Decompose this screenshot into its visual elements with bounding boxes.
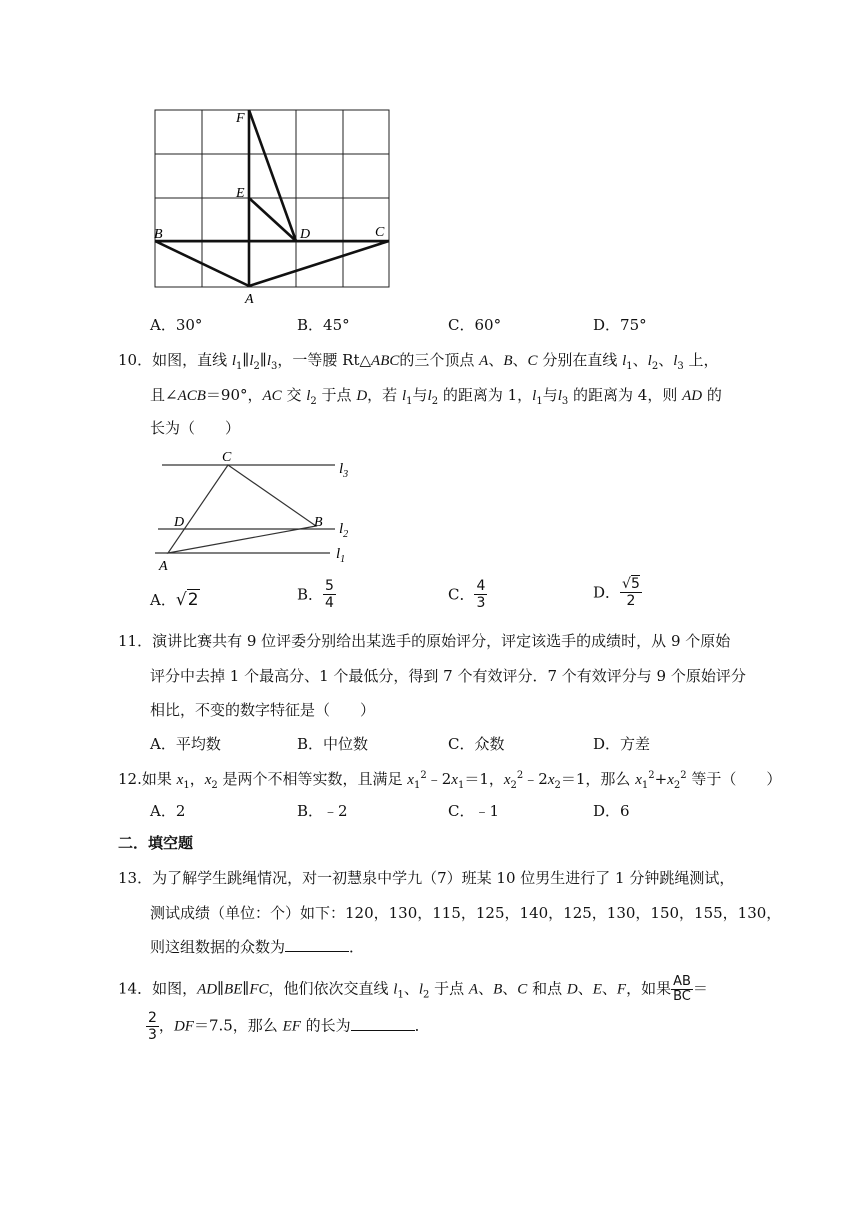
fig10-label-d: D — [174, 515, 185, 530]
fig10-label-l1: $l_1$ — [336, 546, 346, 565]
label-a: A — [245, 292, 254, 307]
q12-option-a: A．2 — [150, 802, 186, 820]
q10-line-2: 且∠ACB＝90°，AC 交 $l_2$ 于点 D，若 $l_1$与$l_2$ 的距离为 1，$l_1$与$l_3$ 的距离为 4，则 AD 的 — [150, 386, 722, 407]
q9-option-b: B．45° — [297, 316, 350, 334]
q9-option-a: A．30° — [150, 316, 203, 334]
q12-line-1: 12.如果 $x_1$，$x_2$ 是两个不相等实数，且满足 $x_1^2﹣2x_1=1$，$x_2^2﹣2x_2=1$，那么 $x_1^2+x_2^2$ 等于（ ） — [118, 770, 782, 791]
q10-option-b: B． $\frac{5}{4}$ — [297, 578, 334, 611]
q13-line-3: 则这组数据的众数为 ． — [150, 938, 365, 956]
q13-line-2: 测试成绩（单位：个）如下：120，130，115，125，140，125，130，150，155，130， — [150, 904, 782, 922]
fig10-label-l3: $l_3$ — [339, 461, 349, 480]
q11-option-b: B．中位数 — [297, 735, 369, 753]
q9-grid-figure — [150, 104, 395, 309]
q10-parallel-lines-figure — [150, 446, 365, 574]
q13-line-1: 13．为了解学生跳绳情况，对一初慧泉中学九（7）班某 10 位男生进行了 1 分钟跳绳测试， — [118, 869, 735, 887]
fig10-label-b: B — [314, 515, 323, 530]
q12-option-c: C．﹣1 — [448, 802, 500, 820]
q11-line-2: 评分中去掉 1 个最高分、1 个最低分，得到 7 个有效评分．7 个有效评分与 9 个原始评分 — [150, 667, 746, 685]
triangle-abc — [168, 465, 316, 553]
grid-lines — [155, 110, 389, 287]
label-d: D — [300, 227, 311, 242]
fig10-label-l2: $l_2$ — [339, 521, 349, 540]
label-b: B — [154, 227, 163, 242]
q11-line-1: 11．演讲比赛共有 9 位评委分别给出某选手的原始评分，评定该选手的成绩时，从 9 个原始 — [118, 632, 731, 650]
q13-answer-blank[interactable] — [285, 937, 349, 952]
section-heading-fill-in: 二．填空题 — [118, 834, 194, 852]
label-f: F — [236, 111, 245, 126]
q12-option-d: D．6 — [593, 802, 630, 820]
q9-option-c: C．60° — [448, 316, 502, 334]
label-c: C — [375, 225, 385, 240]
q10-line-3: 长为（ ） — [150, 419, 241, 437]
q9-option-d: D．75° — [593, 316, 647, 334]
q10-option-d: D． $\frac{√5}{2}$ — [593, 576, 640, 609]
fig10-label-c: C — [222, 450, 232, 465]
q12-option-b: B．﹣2 — [297, 802, 348, 820]
q14-line-2: $\frac{2}{3}$ ，DF＝7.5，那么 EF 的长为 ． — [148, 1010, 430, 1043]
q10-line-1: 10．如图，直线 $l_1\parallel l_2\parallel l_3$，一等腰 Rt△ABC的三个顶点 A、B、C 分别在直线 $l_1$、$l_2$、$l_3$ 上， — [118, 351, 719, 372]
q11-option-c: C．众数 — [448, 735, 505, 753]
q14-line-1: 14．如图，AD∥BE∥FC，他们依次交直线 $l_1$、$l_2$ 于点 A、B、C 和点 D、E、F，如果 $\frac{AB}{BC}$ ＝ — [118, 974, 708, 1004]
q10-option-a: A．√2 — [150, 590, 199, 610]
q10-number: 10． — [118, 351, 153, 369]
q14-answer-blank[interactable] — [351, 1016, 415, 1031]
fig10-label-a: A — [159, 559, 168, 574]
q11-option-d: D．方差 — [593, 735, 651, 753]
q10-option-c: C． $\frac{4}{3}$ — [448, 578, 486, 611]
q11-line-3: 相比，不变的数字特征是（ ） — [150, 701, 376, 719]
q11-option-a: A．平均数 — [150, 735, 221, 753]
label-e: E — [236, 186, 245, 201]
